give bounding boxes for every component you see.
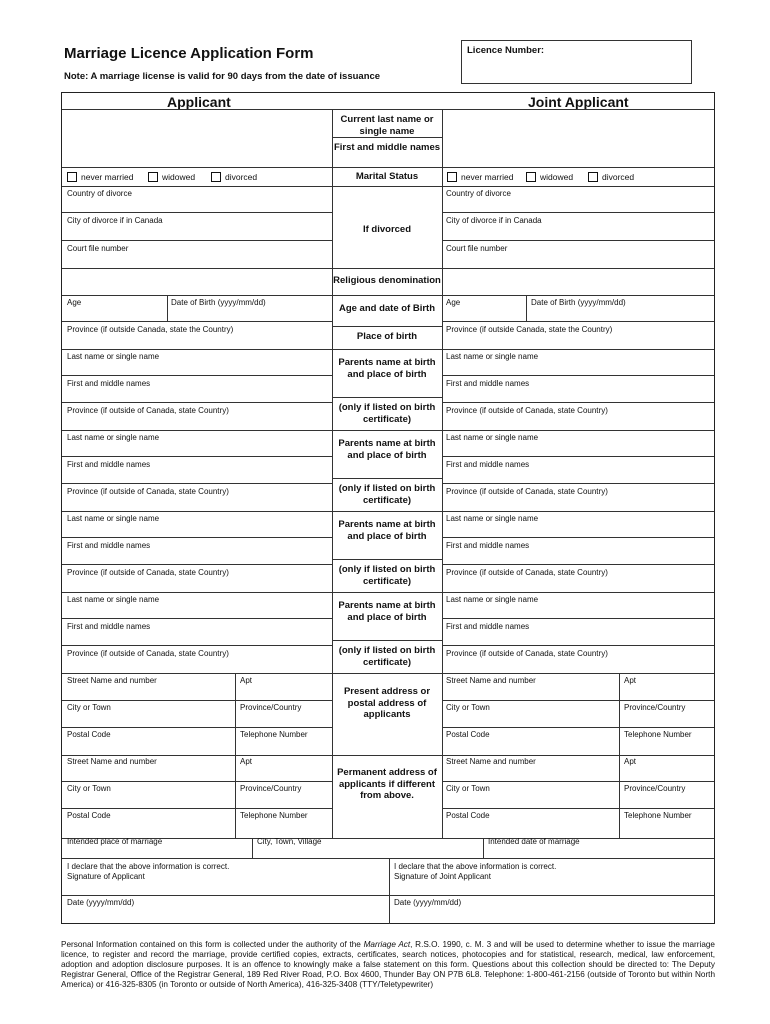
joint-perm-street-label: Street Name and number xyxy=(446,757,536,766)
city-label: City or Town xyxy=(67,703,111,712)
form-title: Marriage Licence Application Form xyxy=(64,45,314,62)
first-middle-label: First and middle names xyxy=(333,142,441,153)
parent2-label-2: First and middle names xyxy=(67,460,151,469)
never-married-label: never married xyxy=(81,172,134,182)
permanent-address-label: Permanent address of applicants if different from above. xyxy=(337,767,437,801)
intended-date-label: Intended date of marriage xyxy=(488,837,580,846)
never-married-label: never married xyxy=(461,172,514,182)
rule xyxy=(62,483,332,484)
rule xyxy=(62,537,332,538)
rule xyxy=(332,326,442,327)
signature-joint-label: Signature of Joint Applicant xyxy=(394,872,491,881)
phone-label: Telephone Number xyxy=(240,730,308,739)
joint-parent4-label-1: Last name or single name xyxy=(446,595,539,604)
only-if-listed-label: (only if listed on birth certificate) xyxy=(338,402,436,425)
joint-postal-label: Postal Code xyxy=(446,730,490,739)
joint-parent2-label-2: First and middle names xyxy=(446,460,530,469)
never-married-checkbox[interactable] xyxy=(67,172,133,182)
joint-dob-label: Date of Birth (yyyy/mm/dd) xyxy=(531,298,626,307)
joint-divorced-checkbox[interactable] xyxy=(588,172,634,182)
parent3-label-3: Province (if outside of Canada, state Country) xyxy=(67,568,229,577)
header-rule xyxy=(62,109,714,110)
rule xyxy=(442,645,714,646)
checkbox-icon xyxy=(211,172,221,182)
notice-text-2: , R.S.O. 1990, c. M. 3 and will be used to determine whether to issue the marriage licence, to register and record the marriage, provide certified copies, extracts, certificates, search notices, photocopies and for statistical, research, medical, law enforcement, adoption and adoption disclosure purposes. It is an offence to knowingly make a false statement on this form. Questions about this collection should be directed to: The Deputy Registrar General, Office of the Registrar General, 189 Red River Road, P.O. Box 4600, Thunder Bay ON P7B 6L8. Telephone: 1-800-461-2156 (outside of Toronto but within North America) or 416-325-8305 (in Toronto or outside of North America), 416-325-3408 (TTY/Teletypewriter) xyxy=(61,940,715,989)
rule xyxy=(442,212,714,213)
city-town-village-label: City, Town, Village xyxy=(257,837,322,846)
rule xyxy=(332,559,442,560)
perm-street-label: Street Name and number xyxy=(67,757,157,766)
rule xyxy=(62,727,332,728)
widowed-checkbox[interactable] xyxy=(148,172,195,182)
joint-city-label: City or Town xyxy=(446,703,490,712)
joint-parent3-label-2: First and middle names xyxy=(446,541,530,550)
divorced-checkbox[interactable] xyxy=(211,172,257,182)
rule xyxy=(62,268,714,269)
widowed-label: widowed xyxy=(162,172,196,182)
rule xyxy=(62,755,714,756)
postal-label: Postal Code xyxy=(67,730,111,739)
joint-parent1-label-2: First and middle names xyxy=(446,379,530,388)
parent2-label-1: Last name or single name xyxy=(67,433,160,442)
divider-left xyxy=(332,109,333,838)
parents-label: Parents name at birth and place of birth xyxy=(338,438,436,461)
parents-label: Parents name at birth and place of birth xyxy=(338,600,436,623)
rule xyxy=(62,295,714,296)
rule xyxy=(62,645,332,646)
rule xyxy=(442,375,714,376)
rule xyxy=(62,673,714,674)
dob-label: Date of Birth (yyyy/mm/dd) xyxy=(171,298,266,307)
parents-label: Parents name at birth and place of birth xyxy=(338,357,436,380)
perm-phone-label: Telephone Number xyxy=(240,811,308,820)
notice-text-1: Personal Information contained on this form is collected under the authority of the xyxy=(61,940,364,949)
rule xyxy=(235,673,236,755)
joint-phone-label: Telephone Number xyxy=(624,730,692,739)
joint-perm-phone-label: Telephone Number xyxy=(624,811,692,820)
joint-never-married-checkbox[interactable] xyxy=(447,172,513,182)
rule xyxy=(62,349,714,350)
apt-label: Apt xyxy=(240,676,253,685)
joint-parent1-label-3: Province (if outside of Canada, state Country) xyxy=(446,406,608,415)
parent1-label-2: First and middle names xyxy=(67,379,151,388)
declare-label: I declare that the above information is correct. xyxy=(67,862,230,871)
applicant-header: Applicant xyxy=(167,94,231,110)
validity-note: Note: A marriage license is valid for 90 days from the date of issuance xyxy=(64,71,381,82)
rule xyxy=(62,212,332,213)
parent3-label-1: Last name or single name xyxy=(67,514,160,523)
rule xyxy=(62,186,714,187)
checkbox-icon xyxy=(588,172,598,182)
city-divorce-label: City of divorce if in Canada xyxy=(67,216,163,225)
rule xyxy=(62,592,714,593)
joint-province-label: Province (if outside Canada, state the Country) xyxy=(446,325,613,334)
joint-declare-label: I declare that the above information is correct. xyxy=(394,862,557,871)
rule xyxy=(619,673,620,755)
parent4-label-1: Last name or single name xyxy=(67,595,160,604)
rule xyxy=(235,755,236,838)
joint-parent1-label-1: Last name or single name xyxy=(446,352,539,361)
parent4-label-2: First and middle names xyxy=(67,622,151,631)
rule xyxy=(62,700,332,701)
licence-number-label: Licence Number: xyxy=(467,45,545,56)
privacy-notice xyxy=(61,940,715,990)
marital-status-label: Marital Status xyxy=(355,171,419,182)
street-label: Street Name and number xyxy=(67,676,157,685)
country-divorce-label: Country of divorce xyxy=(67,189,132,198)
signature-applicant-label: Signature of Applicant xyxy=(67,872,145,881)
joint-apt-label: Apt xyxy=(624,676,637,685)
rule xyxy=(62,167,714,168)
divorced-label: divorced xyxy=(602,172,635,182)
rule xyxy=(62,430,714,431)
joint-parent4-label-2: First and middle names xyxy=(446,622,530,631)
rule xyxy=(62,808,332,809)
rule xyxy=(62,858,714,859)
checkbox-icon xyxy=(148,172,158,182)
rule xyxy=(442,240,714,241)
only-if-listed-label: (only if listed on birth certificate) xyxy=(338,483,436,506)
intended-place-label: Intended place of marriage xyxy=(67,837,163,846)
parent2-label-3: Province (if outside of Canada, state Country) xyxy=(67,487,229,496)
parent4-label-3: Province (if outside of Canada, state Country) xyxy=(67,649,229,658)
joint-perm-postal-label: Postal Code xyxy=(446,811,490,820)
rule xyxy=(62,618,332,619)
checkbox-icon xyxy=(67,172,77,182)
prov-country-label: Province/Country xyxy=(240,703,302,712)
rule xyxy=(442,618,714,619)
joint-perm-apt-label: Apt xyxy=(624,757,637,766)
province-label: Province (if outside Canada, state the Country) xyxy=(67,325,234,334)
age-label: Age xyxy=(67,298,82,307)
rule xyxy=(62,781,332,782)
rule xyxy=(442,700,714,701)
perm-city-label: City or Town xyxy=(67,784,111,793)
joint-parent3-label-3: Province (if outside of Canada, state Country) xyxy=(446,568,608,577)
joint-street-label: Street Name and number xyxy=(446,676,536,685)
rule xyxy=(442,402,714,403)
only-if-listed-label: (only if listed on birth certificate) xyxy=(338,645,436,668)
joint-parent2-label-1: Last name or single name xyxy=(446,433,539,442)
widowed-label: widowed xyxy=(540,172,574,182)
joint-country-divorce-label: Country of divorce xyxy=(446,189,511,198)
joint-city-divorce-label: City of divorce if in Canada xyxy=(446,216,542,225)
parent1-label-1: Last name or single name xyxy=(67,352,160,361)
rule xyxy=(62,375,332,376)
perm-postal-label: Postal Code xyxy=(67,811,111,820)
joint-perm-city-label: City or Town xyxy=(446,784,490,793)
place-birth-label: Place of birth xyxy=(356,331,418,342)
rule xyxy=(62,564,332,565)
joint-applicant-header: Joint Applicant xyxy=(528,94,629,110)
present-address-label: Present address or postal address of applicants xyxy=(343,686,431,720)
rule xyxy=(62,402,332,403)
rule xyxy=(442,781,714,782)
joint-parent4-label-3: Province (if outside of Canada, state Country) xyxy=(446,649,608,658)
date-label: Date (yyyy/mm/dd) xyxy=(67,898,135,907)
rule xyxy=(62,240,332,241)
religious-label: Religious denomination xyxy=(333,275,441,286)
rule xyxy=(442,483,714,484)
rule xyxy=(442,808,714,809)
current-last-name-label: Current last name or single name xyxy=(340,114,434,137)
rule xyxy=(442,321,714,322)
joint-prov-country-label: Province/Country xyxy=(624,703,686,712)
rule xyxy=(332,137,442,138)
rule xyxy=(62,321,332,322)
rule xyxy=(62,511,714,512)
rule xyxy=(619,755,620,838)
rule xyxy=(526,295,527,321)
joint-age-label: Age xyxy=(446,298,461,307)
rule xyxy=(332,478,442,479)
divorced-label: divorced xyxy=(225,172,258,182)
parent3-label-2: First and middle names xyxy=(67,541,151,550)
application-form xyxy=(61,92,715,924)
perm-apt-label: Apt xyxy=(240,757,253,766)
rule xyxy=(167,295,168,321)
joint-parent3-label-1: Last name or single name xyxy=(446,514,539,523)
rule xyxy=(442,564,714,565)
joint-court-file-label: Court file number xyxy=(446,244,508,253)
rule xyxy=(442,456,714,457)
licence-number-box[interactable] xyxy=(461,40,692,84)
joint-date-label: Date (yyyy/mm/dd) xyxy=(394,898,462,907)
notice-act-name: Marriage Act xyxy=(363,940,411,949)
parents-label: Parents name at birth and place of birth xyxy=(338,519,436,542)
rule xyxy=(442,537,714,538)
rule xyxy=(483,838,484,858)
rule xyxy=(62,895,714,896)
rule xyxy=(442,727,714,728)
checkbox-icon xyxy=(447,172,457,182)
perm-prov-label: Province/Country xyxy=(240,784,302,793)
joint-perm-prov-label: Province/Country xyxy=(624,784,686,793)
rule xyxy=(62,456,332,457)
checkbox-icon xyxy=(526,172,536,182)
parent1-label-3: Province (if outside of Canada, state Country) xyxy=(67,406,229,415)
age-dob-label: Age and date of Birth xyxy=(338,303,436,314)
joint-parent2-label-3: Province (if outside of Canada, state Country) xyxy=(446,487,608,496)
rule xyxy=(389,858,390,924)
if-divorced-label: If divorced xyxy=(362,224,412,235)
only-if-listed-label: (only if listed on birth certificate) xyxy=(338,564,436,587)
rule xyxy=(252,838,253,858)
joint-widowed-checkbox[interactable] xyxy=(526,172,573,182)
divider-right xyxy=(442,109,443,838)
court-file-label: Court file number xyxy=(67,244,129,253)
rule xyxy=(332,640,442,641)
rule xyxy=(332,397,442,398)
